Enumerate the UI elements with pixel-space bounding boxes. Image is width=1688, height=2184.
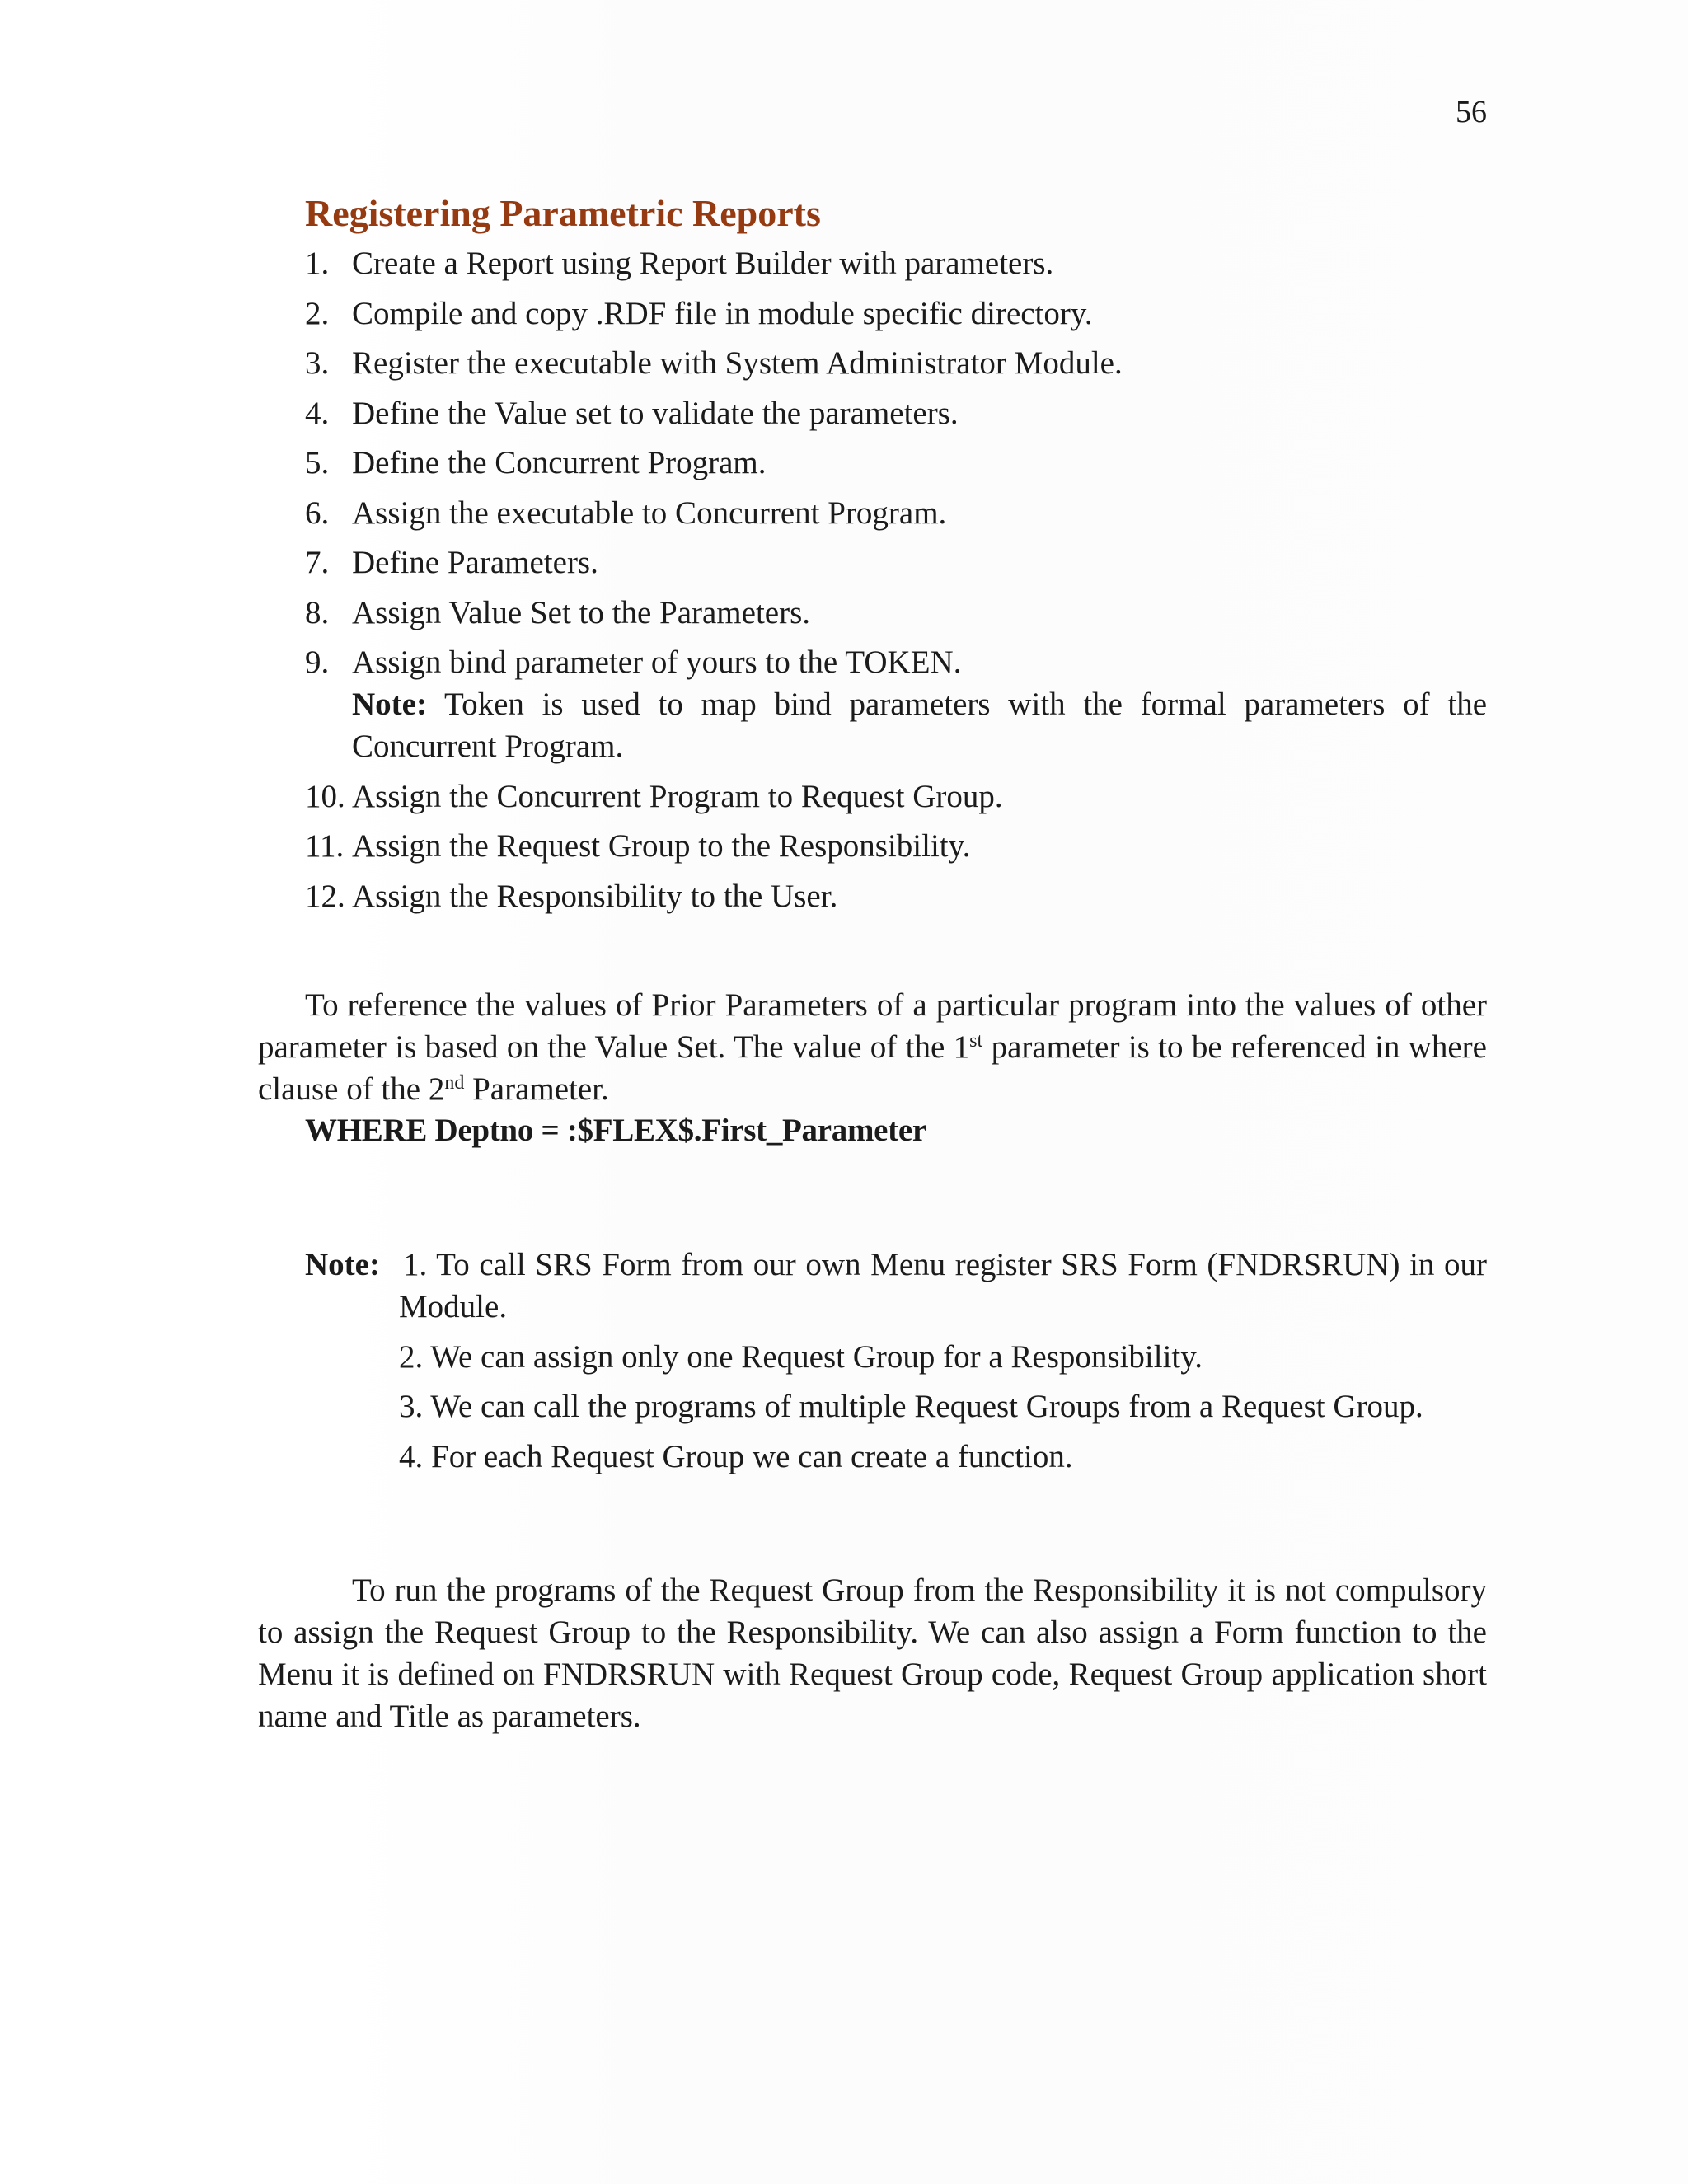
note-label: Note: <box>305 1247 380 1282</box>
step-text: Assign the Request Group to the Responsibility. <box>352 828 971 864</box>
steps-list <box>305 242 1487 925</box>
ordinal-suffix: nd <box>444 1072 465 1094</box>
note-item: 3. We can call the programs of multiple Request Groups from a Request Group. <box>399 1389 1423 1424</box>
list-item <box>305 392 1487 434</box>
list-item <box>305 442 1487 484</box>
paragraph-text: parameter is to be referenced in where clause of the 2 <box>258 1029 1487 1107</box>
paragraph-text: To reference the values of Prior Parameters of a particular program into the values of other parameter is based on the Value Set. The value of the 1 <box>258 987 1487 1065</box>
note-text: Token is used to map bind parameters with the formal parameters of the Concurrent Program. <box>352 687 1488 764</box>
step-number: 12. <box>305 878 345 914</box>
step-number: 5. <box>305 445 330 480</box>
step-text: Assign the Concurrent Program to Request Group. <box>352 778 1003 814</box>
list-item <box>305 541 1487 583</box>
step-text: Assign the executable to Concurrent Program. <box>352 494 947 531</box>
step-text: Define the Value set to validate the parameters. <box>352 395 959 431</box>
list-item <box>305 293 1487 335</box>
note-items <box>399 1244 1487 1478</box>
where-clause-code: WHERE Deptno = :$FLEX$.First_Parameter <box>305 1113 926 1148</box>
list-item <box>305 875 1487 917</box>
step-text: Assign bind parameter of yours to the TOKEN. <box>352 644 962 680</box>
list-item <box>305 492 1487 534</box>
step-number: 3. <box>305 345 330 381</box>
step-text: Register the executable with System Administrator Module. <box>352 345 1123 381</box>
step-number: 1. <box>305 246 330 281</box>
step-number: 7. <box>305 545 330 580</box>
ordinal-suffix: st <box>969 1030 983 1052</box>
list-item <box>305 641 1487 767</box>
list-item <box>305 342 1487 384</box>
note-item: 2. We can assign only one Request Group for a Responsibility. <box>399 1338 1203 1375</box>
note-label: Note: <box>352 687 427 722</box>
paragraph-text: Parameter. <box>464 1071 609 1107</box>
step-text: Assign the Responsibility to the User. <box>352 878 838 914</box>
step-number: 8. <box>305 594 330 630</box>
list-item <box>305 825 1487 867</box>
step-text: Define Parameters. <box>352 545 598 580</box>
step-text: Assign Value Set to the Parameters. <box>352 594 811 630</box>
step-number: 11. <box>305 828 345 864</box>
note-item: 4. For each Request Group we can create a function. <box>399 1438 1073 1474</box>
step-number: 9. <box>305 644 330 680</box>
step-number: 6. <box>305 494 330 531</box>
note-item: 1. To call SRS Form from our own Menu register SRS Form (FNDRSRUN) in our Module. <box>399 1247 1487 1324</box>
step-text: Compile and copy .RDF file in module specific directory. <box>352 295 1093 331</box>
step-number: 10. <box>305 778 345 814</box>
step-note <box>352 683 1487 767</box>
page-number: 56 <box>1456 95 1487 129</box>
list-item <box>305 592 1487 634</box>
prior-parameters-paragraph <box>258 984 1487 1110</box>
step-number: 4. <box>305 395 330 431</box>
notes-block <box>305 1244 1487 1485</box>
step-text: Create a Report using Report Builder with parameters. <box>352 246 1054 281</box>
section-title: Registering Parametric Reports <box>305 192 821 234</box>
step-text: Define the Concurrent Program. <box>352 445 767 480</box>
step-number: 2. <box>305 295 330 331</box>
request-group-paragraph: To run the programs of the Request Group from the Responsibility it is not compulsory to assign the Request Group to the Responsibility. We can also assign a Form function to the Menu it is defined on FNDRSRUN with Request Group code, Request Group application short name and Title as parameters. <box>258 1572 1487 1734</box>
list-item <box>305 242 1487 284</box>
list-item <box>305 776 1487 818</box>
